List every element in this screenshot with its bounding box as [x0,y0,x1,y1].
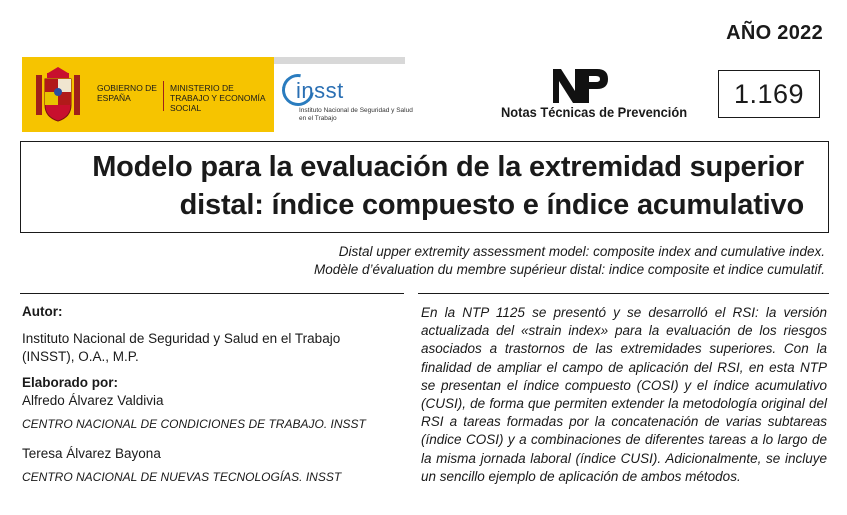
authors-section [22,303,407,486]
author-heading: Autor: [22,304,63,319]
header-gray-bar [274,57,405,64]
ministry-label-text: MINISTERIO DE TRABAJO Y ECONOMÍA SOCIAL [170,83,266,113]
publication-year: AÑO 2022 [726,22,823,44]
author-person-2: Teresa Álvarez Bayona [22,446,161,461]
ntp-logo-icon [551,67,609,105]
title-line-2: distal: índice compuesto e índice acumulativo [179,189,804,221]
gov-label [97,83,157,103]
french-title: Modèle d’évaluation du membre supérieur distal: indice composite et indice cumulatif. [313,262,825,277]
insst-subtitle: Instituto Nacional de Seguridad y Salud en el Trabajo [299,107,413,122]
gov-divider [163,81,164,111]
ntp-label: Notas Técnicas de Prevención [501,104,688,120]
ministry-label [170,83,274,113]
author-org: Instituto Nacional de Seguridad y Salud en el Trabajo (INSST), O.A., M.P. [22,331,341,364]
english-title: Distal upper extremity assessment model: composite index and cumulative index. [338,244,825,259]
author-person-1: Alfredo Álvarez Valdivia [22,393,164,408]
insst-logo [282,74,412,126]
ntp-number: 1.169 [718,70,820,118]
page-title [41,148,804,224]
spain-coat-of-arms-icon [34,65,82,125]
government-logo [22,57,274,132]
translated-titles [314,243,825,279]
authors-divider [20,293,404,294]
abstract-text: En la NTP 1125 se presentó y se desarrolló el RSI: la versión actualizada del «strain index» para la evaluación de los riesgos asociados a trastornos de las extremidades superiores. Con la finalidad de ampliar el campo de aplicación del RSI, en esta NTP se presentan el índice compuesto (COSI) y el índice acumulativo (CUSI), de forma que permiten extender la metodología original del RSI a tareas formadas por la concatenación de varias subtareas (índice COSI) y a combinaciones de diferentes tareas a lo largo de la misma jornada laboral (índice CUSI). Adicionalmente, se incluye un sencillo ejemplo de aplicación de ambos métodos. [421,305,827,484]
prepared-heading: Elaborado por: [22,375,119,390]
title-line-1: Modelo para la evaluación de la extremidad superior [92,151,804,183]
gov-label-text: GOBIERNO DE ESPAÑA [97,83,157,103]
insst-wordmark: insst [296,78,344,103]
author-center-1: CENTRO NACIONAL DE CONDICIONES DE TRABAJO. INSST [22,417,366,431]
abstract-divider [418,293,829,294]
title-box [20,141,829,233]
author-center-2: CENTRO NACIONAL DE NUEVAS TECNOLOGÍAS. INSST [22,470,342,484]
